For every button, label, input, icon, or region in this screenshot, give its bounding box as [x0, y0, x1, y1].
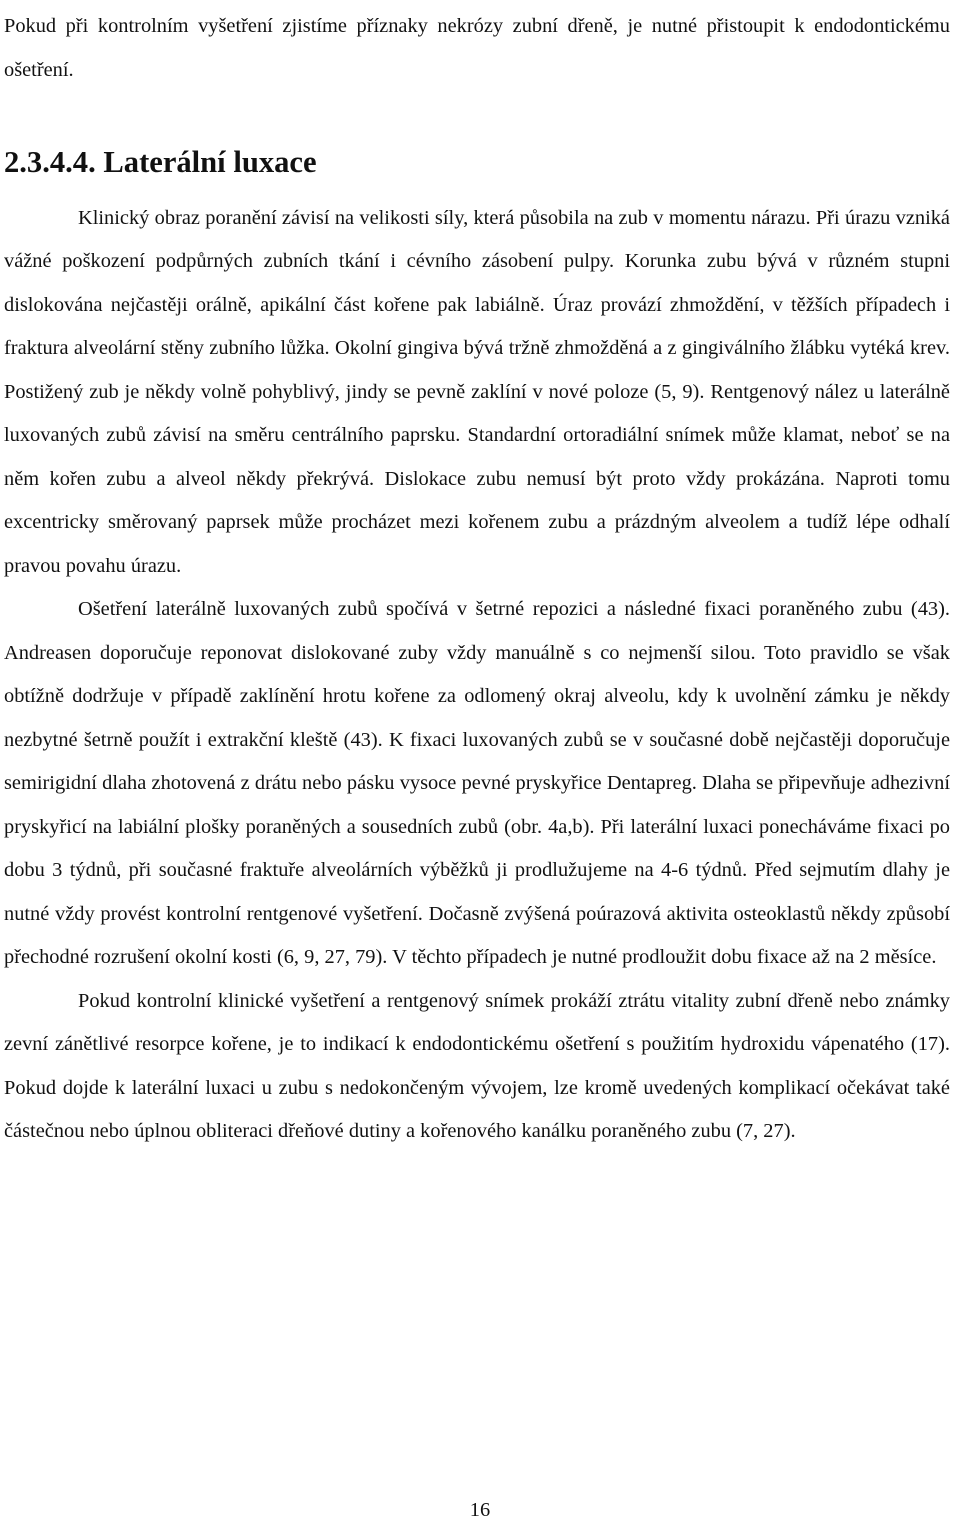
document-page [4, 0, 950, 1154]
page-number: 16 [469, 1499, 491, 1521]
paragraph-treatment: Ošetření laterálně luxovaných zubů spočívá v šetrné repozici a následné fixaci poraněného zubu (43). Andreasen doporučuje reponovat dislokované zuby vždy manuálně s co nejmenší silou. Toto pravidlo se však obtížně dodržuje v případě zaklínění hrotu kořene za odlomený okraj alveolu, kdy k uvolnění zámku je někdy nezbytné šetrně použít i extrakční kleště (43). K fixaci luxovaných zubů se v současné době nejčastěji doporučuje semirigidní dlaha zhotovená z drátu nebo pásku vysoce pevné pryskyřice Dentapreg. Dlaha se připevňuje adhezivní pryskyřicí na labiální plošky poraněných a sousedních zubů (obr. 4a,b). Při laterální luxaci ponecháváme fixaci po dobu 3 týdnů, při současné fraktuře alveolárních výběžků ji prodlužujeme na 4-6 týdnů. Před sejmutím dlahy je nutné vždy provést kontrolní rentgenové vyšetření. Dočasně zvýšená poúrazová aktivita osteoklastů někdy způsobí přechodné rozrušení okolní kosti (6, 9, 27, 79). V těchto případech je nutné prodloužit dobu fixace až na 2 měsíce. [4, 598, 950, 968]
intro-paragraph: Pokud při kontrolním vyšetření zjistíme příznaky nekrózy zubní dřeně, je nutné přistoupit k endodontickému ošetření. [4, 15, 950, 81]
section-heading: 2.3.4.4. Laterální luxace [4, 145, 317, 179]
paragraph-clinical-picture: Klinický obraz poranění závisí na velikosti síly, která působila na zub v momentu nárazu. Při úrazu vzniká vážné poškození podpůrných zubních tkání i cévního zásobení pulpy. Korunka zubu bývá v různém stupni dislokována nejčastěji orálně, apikální část kořene pak labiálně. Úraz provází zhmoždění, v těžších případech i fraktura alveolární stěny zubního lůžka. Okolní gingiva bývá tržně zhmožděná a z gingiválního žlábku vytéká krev. Postižený zub je někdy volně pohyblivý, jindy se pevně zaklíní v nové poloze (5, 9). Rentgenový nález u laterálně luxovaných zubů závisí na směru centrálního paprsku. Standardní ortoradiální snímek může klamat, neboť se na něm kořen zubu a alveol někdy překrývá. Dislokace zubu nemusí být proto vždy prokázána. Naproti tomu excentricky směrovaný paprsek může procházet mezi kořenem zubu a prázdným alveolem a tudíž lépe odhalí pravou povahu úrazu. [4, 206, 950, 577]
paragraph-follow-up: Pokud kontrolní klinické vyšetření a rentgenový snímek prokáží ztrátu vitality zubní dřeně nebo známky zevní zánětlivé resorpce kořene, je to indikací k endodontickému ošetření s použitím hydroxidu vápenatého (17). Pokud dojde k laterální luxaci u zubu s nedokončeným vývojem, lze kromě uvedených komplikací očekávat také částečnou nebo úplnou obliteraci dřeňové dutiny a kořenového kanálku poraněného zubu (7, 27). [4, 989, 950, 1142]
